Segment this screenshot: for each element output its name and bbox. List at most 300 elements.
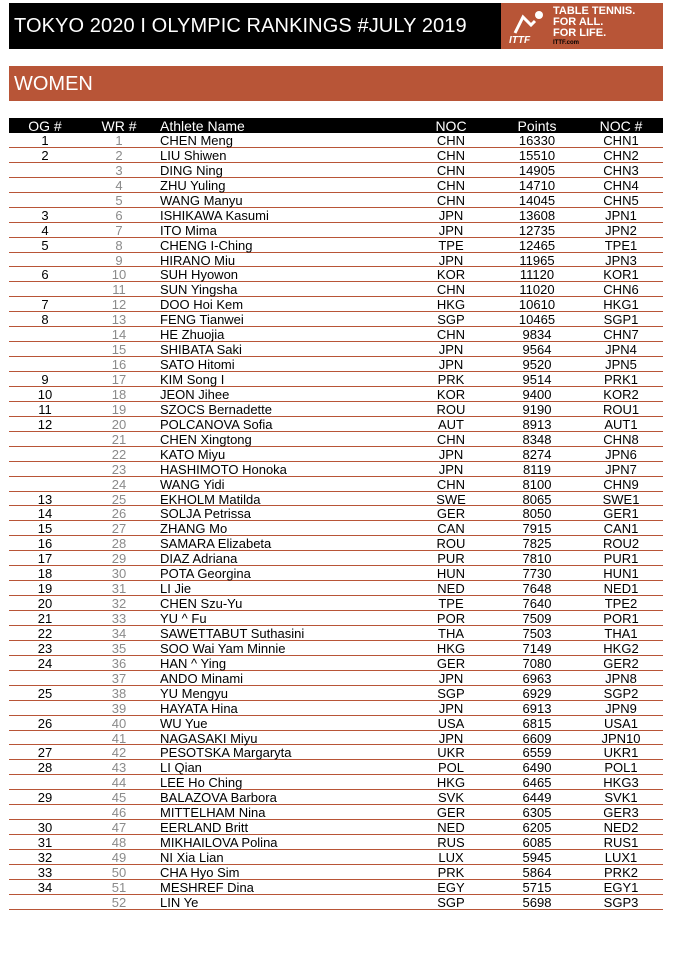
points: 7915 [522,521,552,537]
noc: KOR [436,386,466,402]
wr-rank: 45 [111,790,127,806]
athlete-name: SUH Hyowon [160,267,239,283]
athlete-name: SAMARA Elizabeta [160,536,272,552]
noc-rank: SGP3 [603,894,639,910]
points: 8050 [522,506,552,522]
athlete-name: WU Yue [160,715,208,731]
table-row [9,492,663,507]
athlete-name: KIM Song I [160,372,225,387]
og-rank: 7 [41,297,49,313]
table-row [9,462,663,477]
noc-rank: RUS1 [603,835,639,851]
og-rank: 5 [41,237,49,253]
tagline-line-1: TABLE TENNIS. [553,4,636,17]
wr-rank: 36 [111,655,127,671]
wr-rank: 31 [111,581,127,597]
table-row [9,208,663,223]
noc-rank: JPN8 [605,670,637,686]
noc: JPN [438,461,464,477]
table-row [9,775,663,790]
table-row [9,596,663,611]
athlete-name: LIN Ye [160,894,199,910]
noc-rank: JPN5 [605,357,637,373]
athlete-name: LI Qian [160,760,202,776]
noc: SGP [437,685,465,701]
wr-rank: 16 [111,357,127,373]
points: 7810 [522,551,552,567]
wr-rank: 50 [111,864,127,880]
athlete-name: ISHIKAWA Kasumi [160,207,269,223]
col-wr: WR # [101,118,137,134]
noc: USA [437,715,465,731]
points: 9834 [522,327,552,343]
col-athlete: Athlete Name [160,118,245,134]
athlete-name: YU ^ Fu [160,611,207,626]
table-row [9,731,663,746]
table-row [9,133,663,148]
noc: PUR [437,551,465,567]
athlete-name: SOLJA Petrissa [160,506,252,522]
noc: CHN [436,162,466,178]
og-rank: 28 [37,760,53,776]
table-row [9,327,663,342]
og-rank: 21 [37,611,53,626]
noc: LUX [438,850,464,865]
points: 15510 [518,147,556,163]
points: 5945 [522,850,552,865]
noc-rank: KOR2 [603,386,639,402]
table-row [9,148,663,163]
table-row [9,745,663,760]
athlete-name: JEON Jihee [160,386,230,402]
noc-rank: NED1 [603,581,639,597]
og-rank: 31 [37,835,53,851]
og-rank: 13 [37,491,53,507]
noc-rank: SGP2 [603,685,639,701]
og-rank: 3 [41,207,49,223]
og-rank: 8 [41,312,49,328]
table-row [9,656,663,671]
points: 8913 [522,416,552,432]
wr-rank: 30 [111,566,127,582]
col-noc: NOC [435,118,467,134]
noc-rank: POR1 [603,611,639,626]
table-row [9,372,663,387]
athlete-name: WANG Yidi [160,476,225,492]
table-row [9,506,663,521]
table-row [9,686,663,701]
table-row [9,566,663,581]
points: 8100 [522,476,552,492]
og-rank: 16 [37,536,53,552]
table-row [9,850,663,865]
wr-rank: 2 [115,147,123,163]
noc-rank: SWE1 [602,491,640,507]
athlete-name: ANDO Minami [160,670,244,686]
wr-rank: 49 [111,850,127,865]
points: 6465 [522,775,552,791]
points: 14710 [518,177,556,193]
athlete-name: NI Xia Lian [160,850,224,865]
wr-rank: 46 [111,805,127,821]
wr-rank: 11 [112,282,126,298]
table-row [9,880,663,895]
og-rank: 30 [37,820,53,836]
points: 6815 [522,715,552,731]
athlete-name: CHEN Xingtong [160,431,252,447]
og-rank: 12 [37,416,53,432]
noc-rank: JPN9 [605,700,637,716]
points: 6490 [522,760,552,776]
table-row [9,253,663,268]
wr-rank: 47 [111,820,127,836]
points: 7509 [522,611,552,626]
noc: JPN [438,357,464,373]
og-rank: 29 [37,790,53,806]
points: 7730 [522,566,552,582]
athlete-name: NAGASAKI Miyu [160,730,258,746]
noc: CHN [436,282,466,298]
table-row [9,835,663,850]
table-row [9,447,663,462]
noc: THA [438,625,464,641]
wr-rank: 24 [111,476,127,492]
wr-rank: 10 [111,267,127,283]
noc: CHN [436,476,466,492]
table-row [9,432,663,447]
table-row [9,387,663,402]
wr-rank: 19 [111,401,127,417]
athlete-name: DOO Hoi Kem [160,297,244,313]
table-row [9,701,663,716]
noc-rank: TPE2 [604,596,638,612]
wr-rank: 48 [111,835,127,851]
noc-rank: ROU2 [602,536,640,552]
noc-rank: LUX1 [604,850,638,865]
athlete-name: HAYATA Hina [160,700,238,716]
athlete-name: YU Mengyu [160,685,228,701]
wr-rank: 42 [111,745,127,761]
points: 16330 [518,133,556,148]
wr-rank: 6 [115,207,123,223]
points: 7503 [522,625,552,641]
wr-rank: 22 [111,446,127,462]
athlete-name: ITO Mima [160,222,217,238]
points: 12735 [518,222,556,238]
noc: JPN [438,670,464,686]
noc-rank: CAN1 [603,521,639,537]
wr-rank: 26 [111,506,127,522]
points: 6559 [522,745,552,761]
points: 6963 [522,670,552,686]
points: 6205 [522,820,552,836]
noc-rank: UKR1 [603,745,639,761]
table-row [9,357,663,372]
table-row [9,282,663,297]
noc-rank: CHN2 [603,147,639,163]
wr-rank: 37 [111,670,127,686]
noc-rank: THA1 [604,625,638,641]
points: 5715 [522,879,552,895]
noc-rank: NED2 [603,820,639,836]
athlete-name: LIU Shiwen [160,147,227,163]
noc-rank: GER3 [603,805,639,821]
table-row [9,193,663,208]
points: 6085 [522,835,552,851]
noc-rank: HUN1 [603,566,639,582]
points: 6913 [522,700,552,716]
noc: NED [437,581,465,597]
noc: GER [436,506,466,522]
points: 7149 [522,640,552,656]
athlete-name: ZHU Yuling [160,177,226,193]
athlete-name: HAN ^ Ying [160,655,227,671]
wr-rank: 52 [111,894,127,910]
page-title: TOKYO 2020 I OLYMPIC RANKINGS #JULY 2019 [14,14,467,37]
athlete-name: CHENG I-Ching [160,237,253,253]
wr-rank: 15 [111,342,127,358]
wr-rank: 51 [111,879,127,895]
athlete-name: PESOTSKA Margaryta [160,745,292,761]
noc: ROU [436,401,466,417]
wr-rank: 25 [111,491,127,507]
points: 11965 [519,252,555,268]
table-row [9,521,663,536]
points: 12465 [518,237,556,253]
table-header [9,118,663,133]
tagline-line-3: FOR LIFE. [553,26,607,39]
table-row [9,581,663,596]
noc: JPN [438,730,464,746]
og-rank: 11 [38,401,52,417]
svg-text:ITTF: ITTF [509,35,531,46]
wr-rank: 44 [111,775,127,791]
wr-rank: 27 [111,521,127,537]
table-row [9,760,663,775]
athlete-name: SZOCS Bernadette [160,401,272,417]
noc: CHN [436,133,466,148]
noc: JPN [438,446,464,462]
athlete-name: SUN Yingsha [160,282,238,298]
og-rank: 2 [41,147,49,163]
points: 11020 [519,282,555,298]
wr-rank: 40 [111,715,127,731]
wr-rank: 35 [111,640,127,656]
ittf-logo-icon [501,3,553,49]
points: 6929 [522,685,552,701]
wr-rank: 20 [111,416,127,432]
noc: CHN [436,327,466,343]
noc: EGY [437,879,465,895]
table-row [9,178,663,193]
noc: KOR [436,267,466,283]
noc-rank: CHN7 [603,327,639,343]
table-row [9,536,663,551]
points: 9400 [522,386,552,402]
table-row [9,626,663,641]
og-rank: 15 [37,521,53,537]
points: 14905 [518,162,556,178]
points: 7648 [522,581,552,597]
athlete-name: SATO Hitomi [160,357,235,373]
noc-rank: ROU1 [602,401,640,417]
athlete-name: ZHANG Mo [160,521,228,537]
noc: HUN [436,566,466,582]
athlete-name: WANG Manyu [160,192,243,208]
points: 5698 [522,894,552,910]
noc: GER [436,655,466,671]
wr-rank: 14 [111,327,127,343]
noc-rank: EGY1 [603,879,639,895]
noc-rank: HKG3 [603,775,639,791]
og-rank: 26 [37,715,53,731]
noc-rank: KOR1 [603,267,639,283]
points: 9520 [522,357,552,373]
athlete-name: POTA Georgina [160,566,251,582]
noc: AUT [438,416,464,432]
og-rank: 22 [37,625,53,641]
athlete-name: MIKHAILOVA Polina [160,835,278,851]
points: 8119 [523,461,551,477]
noc: CHN [436,431,466,447]
points: 10465 [518,312,556,328]
noc-rank: TPE1 [604,237,638,253]
points: 14045 [518,192,556,208]
col-points: Points [517,118,557,134]
noc: UKR [437,745,465,761]
athlete-name: EERLAND Britt [160,820,249,836]
noc: CHN [436,192,466,208]
og-rank: 20 [37,596,53,612]
wr-rank: 13 [111,312,127,328]
athlete-name: BALAZOVA Barbora [160,790,277,806]
noc: PRK [437,864,465,880]
og-rank: 32 [37,850,53,865]
noc-rank: PRK2 [604,864,638,880]
noc: HKG [436,640,466,656]
athlete-name: LI Jie [160,581,192,597]
athlete-name: CHEN Meng [160,133,233,148]
ittf-tagline [553,6,635,47]
noc: CHN [436,177,466,193]
wr-rank: 9 [115,252,123,268]
table-row [9,895,663,910]
noc-rank: JPN2 [605,222,637,238]
athlete-name: FENG Tianwei [160,312,244,328]
wr-rank: 38 [111,685,127,701]
og-rank: 24 [37,655,53,671]
athlete-name: DING Ning [160,162,223,178]
table-row [9,820,663,835]
noc-rank: JPN10 [601,730,641,746]
noc-rank: SVK1 [604,790,638,806]
points: 6609 [522,730,552,746]
table-row [9,865,663,880]
og-rank: 23 [37,640,53,656]
table-row [9,716,663,731]
wr-rank: 17 [111,372,127,387]
table-row [9,223,663,238]
tagline-url: ITTF.com [553,39,580,46]
points: 9564 [522,342,552,358]
points: 13608 [518,207,556,223]
table-row [9,163,663,178]
athlete-name: KATO Miyu [160,446,226,462]
col-noc-rank: NOC # [599,118,643,134]
wr-rank: 8 [115,237,123,253]
noc-rank: JPN3 [605,252,637,268]
athlete-name: HIRANO Miu [160,252,236,268]
og-rank: 4 [41,222,49,238]
points: 8065 [522,491,552,507]
noc-rank: CHN3 [603,162,639,178]
athlete-name: HASHIMOTO Honoka [160,461,287,477]
page-header [9,3,663,49]
noc-rank: GER2 [603,655,639,671]
og-rank: 34 [37,879,53,895]
points: 11120 [519,267,555,283]
table-row [9,417,663,432]
athlete-name: LEE Ho Ching [160,775,243,791]
athlete-name: SHIBATA Saki [160,342,242,358]
wr-rank: 32 [111,596,127,612]
athlete-name: SOO Wai Yam Minnie [160,640,286,656]
athlete-name: DIAZ Adriana [160,551,238,567]
noc: SGP [437,312,465,328]
noc: JPN [438,700,464,716]
noc: JPN [438,342,464,358]
noc-rank: SGP1 [603,312,639,328]
noc-rank: CHN5 [603,192,639,208]
noc-rank: CHN4 [603,177,639,193]
athlete-name: MITTELHAM Nina [160,805,266,821]
athlete-name: SAWETTABUT Suthasini [160,625,305,641]
wr-rank: 21 [111,431,127,447]
wr-rank: 34 [111,625,127,641]
points: 8348 [522,431,552,447]
noc: CAN [437,521,465,537]
og-rank: 14 [37,506,53,522]
noc-rank: JPN7 [605,461,637,477]
table-row [9,402,663,417]
athlete-name: MESHREF Dina [160,879,254,895]
og-rank: 27 [37,745,53,761]
athlete-name: CHEN Szu-Yu [160,596,243,612]
noc: TPE [438,596,464,612]
noc-rank: GER1 [603,506,639,522]
og-rank: 17 [37,551,53,567]
noc-rank: JPN1 [605,207,637,223]
noc-rank: JPN6 [605,446,637,462]
noc-rank: CHN8 [603,431,639,447]
og-rank: 9 [41,372,49,387]
noc: HKG [436,775,466,791]
points: 7080 [522,655,552,671]
og-rank: 1 [41,133,49,148]
noc-rank: CHN1 [603,133,639,148]
wr-rank: 29 [111,551,127,567]
athlete-name: EKHOLM Matilda [160,491,261,507]
points: 5864 [522,864,552,880]
table-row [9,238,663,253]
og-rank: 33 [37,864,53,880]
noc-rank: CHN6 [603,282,639,298]
wr-rank: 5 [115,192,123,208]
wr-rank: 1 [115,133,123,148]
wr-rank: 43 [111,760,127,776]
noc: TPE [438,237,464,253]
section-title: WOMEN [9,66,663,101]
